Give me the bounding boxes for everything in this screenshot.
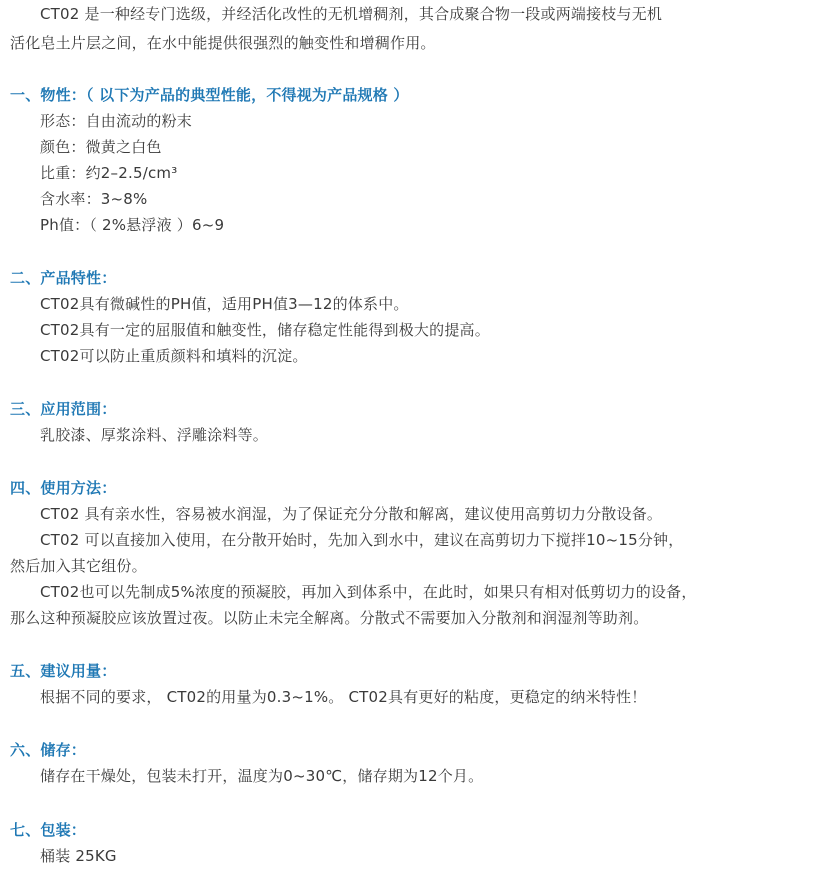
property-form: 形态：自由流动的粉末 [40, 112, 193, 130]
dosage-text: 根据不同的要求， CT02的用量为0.3~1%。 CT02具有更好的粘度，更稳定的纳米特性！ [40, 688, 647, 706]
property-specific-gravity: 比重：约2–2.5/cm³ [40, 164, 178, 182]
property-moisture: 含水率：3~8% [40, 190, 148, 208]
intro-line-2: 活化皂土片层之间，在水中能提供很强烈的触变性和增稠作用。 [10, 34, 436, 52]
section-heading-dosage: 五、建议用量： [10, 662, 117, 680]
section-heading-applications: 三、应用范围： [10, 400, 117, 418]
property-ph: Ph值：（ 2%悬浮液 ）6~9 [40, 216, 225, 234]
usage-paragraph-1: CT02 具有亲水性，容易被水润湿，为了保证充分分散和解离，建议使用高剪切力分散设备。 [40, 505, 663, 523]
intro-line-1: CT02 是一种经专门选级，并经活化改性的无机增稠剂，其合成聚合物一段或两端接枝与无机 [40, 5, 663, 23]
section-heading-features: 二、产品特性： [10, 269, 117, 287]
section-heading-packaging: 七、包装： [10, 821, 87, 839]
applications-text: 乳胶漆、厚浆涂料、浮雕涂料等。 [40, 426, 269, 444]
feature-item: CT02具有微碱性的PH值，适用PH值3—12的体系中。 [40, 295, 409, 313]
storage-text: 储存在干燥处，包装未打开，温度为0~30℃，储存期为12个月。 [40, 767, 484, 785]
feature-item: CT02具有一定的屈服值和触变性，储存稳定性能得到极大的提高。 [40, 321, 490, 339]
usage-paragraph-3: CT02也可以先制成5%浓度的预凝胶，再加入到体系中，在此时，如果只有相对低剪切力的设备， [40, 583, 697, 601]
usage-paragraph-2: CT02 可以直接加入使用，在分散开始时，先加入到水中，建议在高剪切力下搅拌10~15分钟， [40, 531, 684, 549]
property-color: 颜色：微黄之白色 [40, 138, 162, 156]
section-heading-storage: 六、储存： [10, 741, 87, 759]
section-heading-usage: 四、使用方法： [10, 479, 117, 497]
packaging-text: 桶装 25KG [40, 847, 117, 865]
feature-item: CT02可以防止重质颜料和填料的沉淀。 [40, 347, 308, 365]
usage-paragraph-2-cont: 然后加入其它组份。 [10, 557, 147, 575]
section-heading-properties: 一、物性：（ 以下为产品的典型性能，不得视为产品规格 ） [10, 86, 409, 104]
usage-paragraph-3-cont: 那么这种预凝胶应该放置过夜。以防止未完全解离。分散式不需要加入分散剂和润湿剂等助剂。 [10, 609, 649, 627]
